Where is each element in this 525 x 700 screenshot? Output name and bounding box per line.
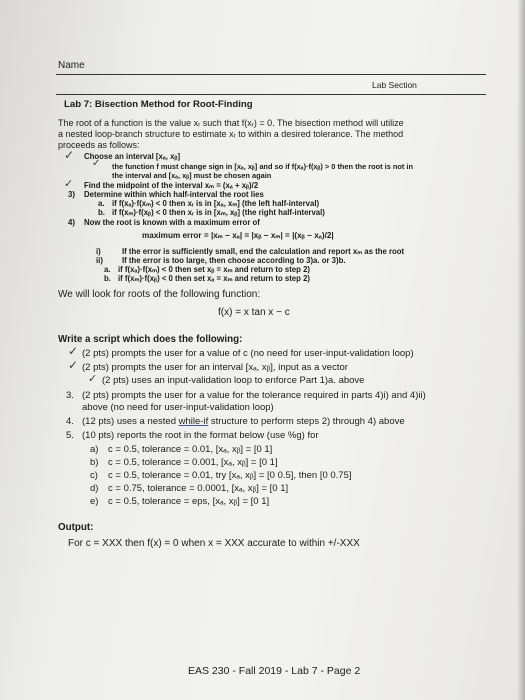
intro-line-3: proceeds as follows:	[58, 140, 140, 150]
step-i-label: i)	[96, 247, 101, 256]
handwritten-check-mark: ✓	[64, 177, 74, 190]
step-1: Choose an interval [xₐ, xᵦ]	[84, 152, 181, 161]
output-label: Output:	[58, 522, 94, 533]
script-heading: Write a script which does the following:	[58, 334, 243, 345]
case-text: c = 0.5, tolerance = 0.01, try [xₐ, xᵦ] = [0 0.5], then [0 0.75]	[108, 470, 352, 481]
intro-line-1: The root of a function is the value xᵣ such that f(xᵣ) = 0. The bisection method will utilize	[58, 118, 404, 128]
task-2a: (2 pts) uses an input-validation loop to enforce Part 1)a. above	[102, 375, 365, 386]
task-2: (2 pts) prompts the user for an interval [xₐ, xᵦ], input as a vector	[82, 362, 348, 373]
case-label: b)	[90, 457, 99, 468]
function-definition: f(x) = x tan x − c	[218, 307, 290, 318]
case-text: c = 0.75, tolerance = 0.0001, [xₐ, xᵦ] = [0 1]	[108, 483, 289, 494]
lab-section-label: Lab Section	[372, 80, 417, 90]
task-4: (12 pts) uses a nested while-if structure to perform steps 2) through 4) above	[82, 416, 405, 427]
case-text: c = 0.5, tolerance = eps, [xₐ, xᵦ] = [0 1]	[108, 496, 270, 507]
step-ii-a-label: a.	[104, 265, 111, 274]
handwritten-check-mark: ✓	[88, 372, 98, 385]
step-2: Find the midpoint of the interval xₘ = (xₐ + xᵦ)/2	[84, 181, 259, 190]
task-4-number: 4.	[66, 416, 74, 427]
case-label: a)	[90, 444, 99, 455]
handwritten-check-mark: ✓	[92, 158, 101, 169]
while-if-term: while-if	[178, 416, 209, 427]
header-bottom-line	[56, 94, 486, 95]
case-label: c)	[90, 470, 98, 481]
step-3-number: 3)	[68, 190, 75, 199]
step-3a: if f(xₐ)·f(xₘ) < 0 then xᵣ is in [xₐ, xₘ] (the left half-interval)	[112, 199, 320, 208]
case-label: d)	[90, 483, 99, 494]
page-footer: EAS 230 - Fall 2019 - Lab 7 - Page 2	[188, 665, 361, 677]
handwritten-check-mark: ✓	[68, 344, 79, 358]
case-text: c = 0.5, tolerance = 0.01, [xₐ, xᵦ] = [0 1]	[108, 444, 273, 455]
handwritten-check-mark: ✓	[64, 148, 75, 162]
step-ii-b-label: b.	[104, 274, 111, 283]
step-ii-a: if f(xₐ)·f(xₘ) < 0 then set xᵦ = xₘ and return to step 2)	[118, 265, 311, 274]
task-1: (2 pts) prompts the user for a value of c (no need for user-input-validation loop)	[82, 348, 414, 359]
step-1b: the interval and [xₐ, xᵦ] must be chosen again	[112, 171, 272, 180]
step-3a-label: a.	[98, 199, 105, 208]
lab-title: Lab 7: Bisection Method for Root-Finding	[64, 99, 253, 110]
step-4: Now the root is known with a maximum error of	[84, 218, 260, 227]
task-3-line-1: (2 pts) prompts the user for a value for the tolerance required in parts 4)i) and 4)ii)	[82, 390, 426, 401]
step-ii: If the error is too large, then choose according to 3)a. or 3)b.	[122, 256, 346, 265]
output-format: For c = XXX then f(x) = 0 when x = XXX accurate to within +/-XXX	[68, 538, 360, 549]
step-1a: the function f must change sign in [xₐ, xᵦ] and so if f(xₐ)·f(xᵦ) > 0 then the root is not in	[112, 162, 413, 171]
look-for-line: We will look for roots of the following function:	[58, 289, 261, 300]
task-3-line-2: above (no need for user-input-validation loop)	[82, 402, 274, 413]
step-4-number: 4)	[68, 218, 75, 227]
step-3b: if f(xₘ)·f(xᵦ) < 0 then xᵣ is in [xₘ, xᵦ] (the right half-interval)	[112, 208, 325, 217]
name-line	[56, 74, 486, 75]
step-ii-label: ii)	[96, 256, 103, 265]
step-3b-label: b.	[98, 208, 105, 217]
handwritten-check-mark: ✓	[68, 358, 79, 372]
step-ii-b: if f(xₘ)·f(xᵦ) < 0 then set xₐ = xₘ and return to step 2)	[118, 274, 311, 283]
case-text: c = 0.5, tolerance = 0.001, [xₐ, xᵦ] = [0 1]	[108, 457, 278, 468]
case-label: e)	[90, 496, 99, 507]
task-5: (10 pts) reports the root in the format below (use %g) for	[82, 430, 319, 441]
step-i: If the error is sufficiently small, end the calculation and report xₘ as the root	[122, 247, 405, 256]
name-label: Name	[58, 60, 85, 71]
max-error-formula: maximum error = |xₘ − xₐ| = |xᵦ − xₘ| = |(xᵦ − xₐ)/2|	[142, 231, 334, 240]
task-5-number: 5.	[66, 430, 74, 441]
step-3: Determine within which half-interval the root lies	[84, 190, 264, 199]
intro-line-2: a nested loop-branch structure to estimate xᵣ to within a desired tolerance. The method	[58, 129, 404, 139]
task-3-number: 3.	[66, 390, 74, 401]
